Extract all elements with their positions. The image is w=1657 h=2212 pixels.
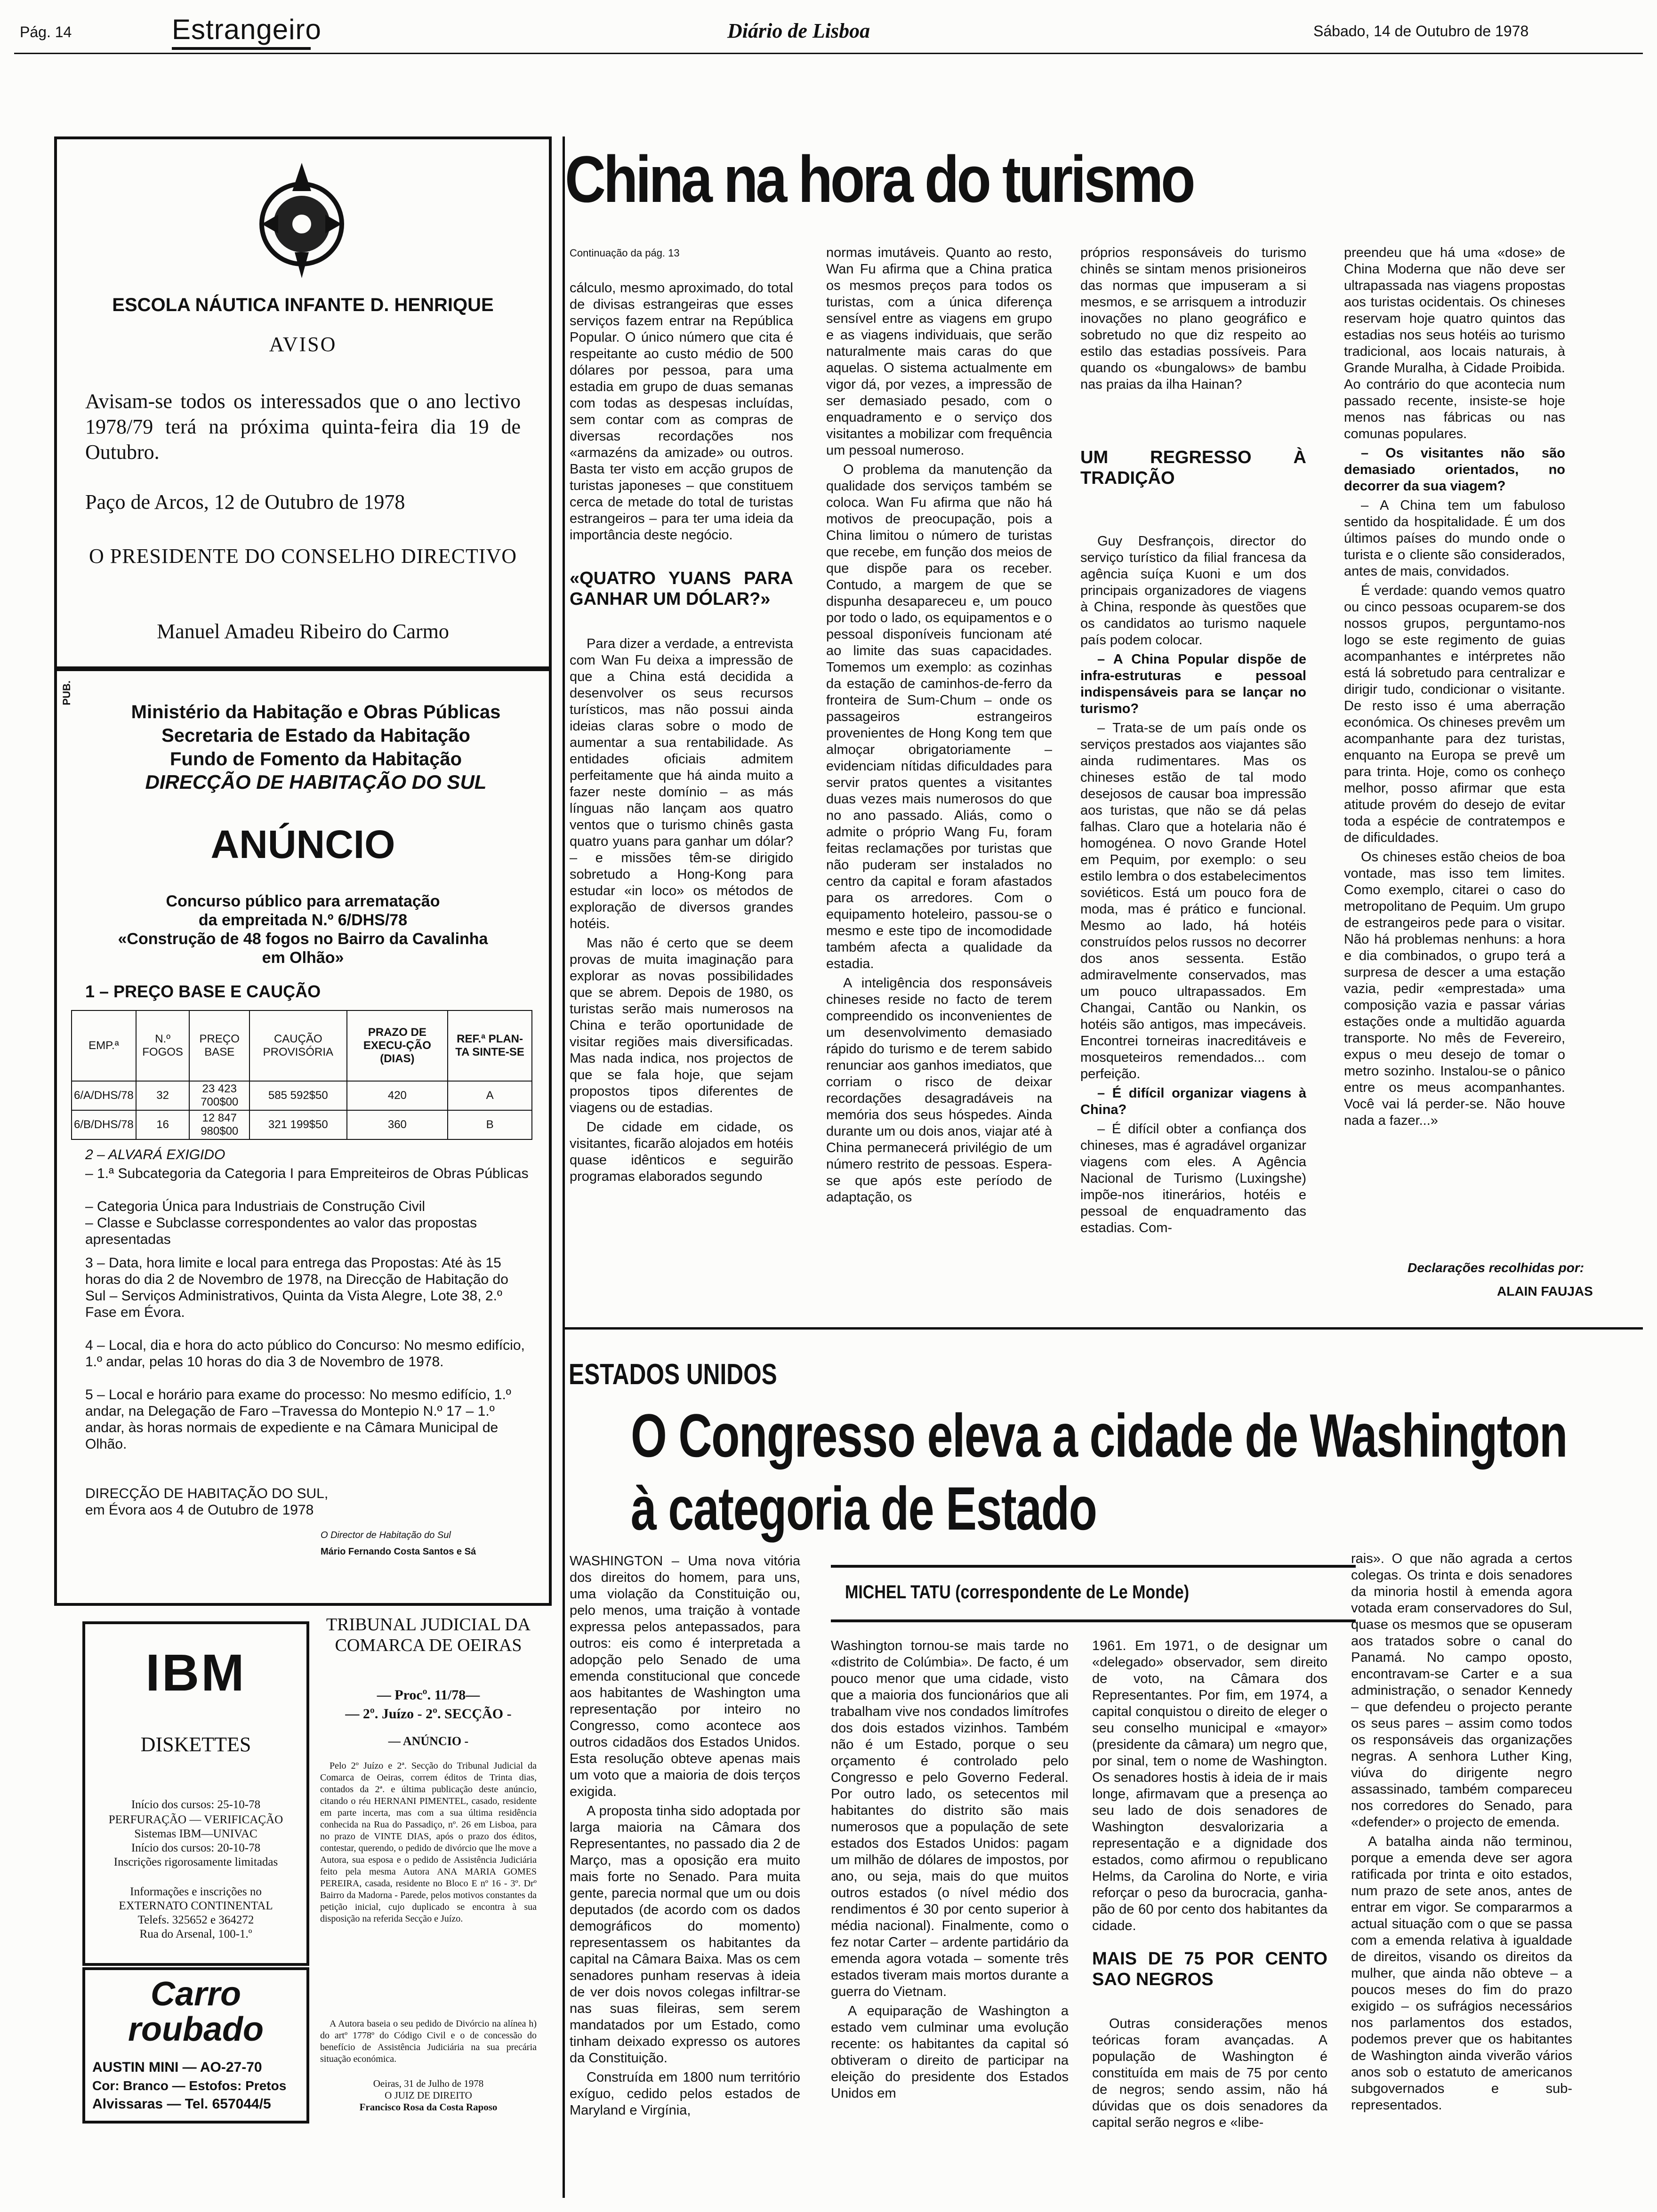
- paragraph: Outras considerações menos teóricas foram avançadas. A população de Washington é constituída em mais de 75 por cento de negros; sendo assim, não há dúvidas que os dois senadores da capital serão negros e «libe-: [1092, 2016, 1327, 2130]
- paragraph: A proposta tinha sido adoptada por larga maioria na Câmara dos Representantes, no passado dia 2 de Março, mas a oposição era muito mais forte no Senado. Para muita gente, parecia normal que um ou dois deputados (de acordo com os dados demográficos do momento) representassem os habitantes da capital na Câmara Baixa. Mas os cem senadores punham reservas à ideia de ver dois novos colegas infiltrar-se nas suas fileiras, sem serem mandatados por um Estado, como tinham deixado expresso os autores da Constituição.: [570, 1803, 800, 2066]
- paragraph: WASHINGTON – Uma nova vitória dos direitos do homem, para uns, uma violação da Constituição ou, pelo menos, uma traição à vontade expressa pelos antepassados, para outros: eis como é interpretada a adopção pelo Senado de uma emenda constitucional que concede aos habitantes de Washington uma representação por inteiro no Congresso, como acontece aos outros cidadãos dos Estados Unidos. Esta resolução obteve apenas mais um voto que a maioria de dois terços exigida.: [570, 1554, 800, 1799]
- habitacao-sig2: Mário Fernando Costa Santos e Sá: [321, 1547, 476, 1557]
- paragraph: preendeu que há uma «dose» de China Moderna que não deve ser ultrapassada nas viagens propostas aos turistas ocidentais. Os chineses reservam hoje quatro quintos das estadias nos seus hotéis ao turismo tradicional, aos locais naturais, à Grande Muralha, à Cidade Proibida. Ao contrário do que acontecia num passado recente, insiste-se hoje menos nas fábricas ou nas comunas populares.: [1344, 245, 1565, 441]
- secretaria: Secretaria de Estado da Habitação: [161, 725, 470, 746]
- tribunal-body2: A Autora baseia o seu pedido de Divórcio na alínea h) do artº 1778º do Código Civil e o de concessão do benefício de Assistência Judiciária na sua precária situação económica.: [320, 2019, 537, 2064]
- item-4: 4 – Local, dia e hora do acto público do Concurso: No mesmo edifício, 1.º andar, pelas 10 horas do dia 3 de Novembro de 1978.: [85, 1338, 525, 1370]
- china-column-3: [1080, 245, 1306, 1261]
- table-header-cell: EMP.ª: [72, 1010, 136, 1081]
- ibm-line: PERFURAÇÃO — VERIFICAÇÃO: [108, 1813, 283, 1826]
- ibm-line: Informações e inscrições no: [130, 1885, 262, 1898]
- table-header-cell: N.º FOGOS: [136, 1010, 190, 1081]
- china-column-1: [570, 245, 793, 1261]
- escola-nautica-ad: [54, 136, 552, 669]
- table-row: [72, 1110, 532, 1139]
- carro-title1: Carro: [150, 1975, 241, 2013]
- tribunal-date: Oeiras, 31 de Julho de 1978: [373, 2078, 484, 2089]
- table-header-cell: PREÇO BASE: [189, 1010, 249, 1081]
- preco-title: 1 – PREÇO BASE E CAUÇÃO: [85, 982, 321, 1001]
- table-cell: 23 423 700$00: [189, 1081, 249, 1110]
- table-header-cell: PRAZO DE EXECU-ÇÃO (DIAS): [347, 1010, 448, 1081]
- question: – É difícil organizar viagens à China?: [1080, 1086, 1306, 1117]
- paragraph: De cidade em cidade, os visitantes, ficarão alojados em hotéis quase idênticos e seguirão programas elaborados segundo: [570, 1120, 793, 1184]
- paragraph: – É difícil obter a confiança dos chineses, mas é agradável organizar viagens com eles. A Agência Nacional de Turismo (Luxingshe) impõe-nos itinerários, hotéis e pessoal de enquadramento das estadias. Com-: [1080, 1122, 1306, 1235]
- concurso-line4: em Olhão»: [262, 949, 344, 967]
- header-rule: [14, 53, 1643, 54]
- column-rule: [563, 136, 565, 2198]
- paragraph: A batalha ainda não terminou, porque a emenda deve ser agora ratificada por trinta e oito estados, num prazo de sete anos, antes de entrar em vigor. Se compararmos a actual situação com o que se passa com a emenda relativa à igualdade de direitos, visando os direitos da mulher, que ainda não obteve – a poucos meses do fim do prazo exigido – os sufrágios necessários nos parlamentos dos estados, podemos prever que os habitantes de Washington ainda viverão vários anos sob o estatuto de americanos subgovernados e sub-representados.: [1351, 1834, 1572, 2113]
- paragraph: Mas não é certo que se deem provas de muita imaginação para explorar as novas possibilidades que se abrem. Depois de 1980, os turistas serão mais numerosos na China e terão oportunidade de visitar regiões mais diversificadas. Mas nada indica, nos projectos de que se fala hoje, que sejam propostos tipos diferentes de viagens ou de estadias.: [570, 936, 793, 1115]
- eua-column-1: [570, 1553, 800, 2203]
- tribunal-juizo: — 2º. Juízo - 2º. SECÇÃO -: [345, 1706, 512, 1722]
- paragraph: Washington tornou-se mais tarde no «distrito de Colúmbia». De facto, é um pouco menor que uma cidade, visto que a maioria dos funcionários que ali trabalham vive nos condados limítrofes dos dois estados vizinhos. Também não é um Estado, porque o seu orçamento é controlado pelo Congresso e pelo Governo Federal. Por outro lado, os setecentos mil habitantes do distrito são mais numerosos que a população de sete estados dos Estados Unidos: pagam um milhão de dólares de impostos, por ano, ou seja, mais do que muitos outros estados (o nível médio dos rendimentos é 30 por cento superior à média nacional). Finalmente, como o fez notar Carter – ardente partidário da emenda agora votada – somente três estados tiveram mais mortos durante a guerra do Vietnam.: [831, 1638, 1069, 1999]
- paragraph: O problema da manutenção da qualidade dos serviços também se coloca. Wan Fu afirma que não há motivos de preocupação, pois a China limitou o número de turistas que recebe, em função dos meios de que dispõe para os receber. Contudo, a margem de que se dispunha desapareceu e, um pouco por todo o lado, os equipamentos e o pessoal disponíveis funcionam até ao limite das suas capacidades. Tomemos um exemplo: as cozinhas da estação de caminhos-de-ferro da fronteira de Sum-Chum – onde os passageiros estrangeiros provenientes de Hong Kong tem que almoçar obrigatoriamente – evidenciam nítidas dificuldades para servir pratos quentes a visitantes duas vezes mais numerosos do que no ano passado. Aliás, como o admite o próprio Wang Fu, foram feitas reclamações por turistas que não puderam ser instalados no centro da capital e foram afastados para os arredores. Com o equipamento hoteleiro, passou-se o mesmo e este tipo de incomodidade também afecta a qualidade da estadia.: [826, 462, 1052, 971]
- ministerio: Ministério da Habitação e Obras Públicas: [131, 702, 501, 722]
- tribunal-sig1: O JUIZ DE DIREITO: [385, 2090, 472, 2101]
- paragraph: normas imutáveis. Quanto ao resto, Wan Fu afirma que a China pratica os mesmos preços para todos os turistas, com a única diferença sensível entre as viagens em grupo e as viagens individuais, que serão naturalmente mais caras do que aquelas. O sistema actualmente em vigor dá, por vezes, a impressão de ser demasiado pesado, com o enquadramento e o serviço dos visitantes a mobilizar com frequência um pessoal numeroso.: [826, 245, 1052, 458]
- alvara-item: – Classe e Subclasse correspondentes ao valor das propostas apresentadas: [85, 1215, 477, 1247]
- escola-name: ESCOLA NÁUTICA INFANTE D. HENRIQUE: [112, 295, 494, 315]
- table-cell: 6/B/DHS/78: [72, 1110, 136, 1139]
- table-cell: 585 592$50: [249, 1081, 347, 1110]
- tribunal-anuncio: — ANÚNCIO -: [388, 1734, 469, 1748]
- question: – Os visitantes não são demasiado orientados, no decorrer da sua viagem?: [1344, 446, 1565, 494]
- concurso-line1: Concurso público para arrematação: [166, 892, 440, 910]
- paragraph: A equiparação de Washington a estado vem culminar uma evolução recente: os habitantes da capital só obtiveram o direito de participar na eleição do presidente dos Estados Unidos em: [831, 2004, 1069, 2101]
- eua-byline-box: [831, 1565, 1356, 1622]
- ibm-line: Inscrições rigorosamente limitadas: [113, 1856, 278, 1868]
- habitacao-ad: [54, 668, 552, 1606]
- china-byline-label: Declarações recolhidas por:: [1408, 1260, 1585, 1275]
- carro-line: AUSTIN MINI — AO-27-70: [92, 2060, 262, 2075]
- eua-headline-2: à categoria de Estado: [631, 1474, 1097, 1543]
- table-cell: 16: [136, 1110, 190, 1139]
- ibm-line: Telefs. 325652 e 364272: [137, 1914, 254, 1926]
- pub-tag: PUB.: [61, 681, 72, 705]
- item-3: 3 – Data, hora limite e local para entrega das Propostas: Até às 15 horas do dia 2 de Novembro de 1978, na Direcção de Habitação do Sul – Serviços Administrativos, Quinta da Vista Alegre, Lote 38, 2.º Fase em Évora.: [85, 1255, 508, 1320]
- china-column-2: [826, 245, 1052, 1261]
- china-continuation: Continuação da pág. 13: [570, 247, 680, 259]
- table-row: [72, 1081, 532, 1110]
- paragraph: próprios responsáveis do turismo chinês se sintam menos prisioneiros das normas que impuseram a si mesmos, e se arrisquem a introduzir inovações no plano geográfico e sobretudo no que diz respeito ao estilo das estadias possíveis. Para quando os «bungalows» de bambu nas praias da ilha Hainan?: [1080, 245, 1306, 392]
- escola-signature-name: Manuel Amadeu Ribeiro do Carmo: [157, 620, 449, 643]
- carro-ad: [82, 1967, 309, 2124]
- ibm-logo: IBM: [145, 1644, 246, 1702]
- china-subhead-1: «QUATRO YUANS PARA GANHAR UM DÓLAR?»: [570, 569, 793, 609]
- ibm-line: Início dos cursos: 25-10-78: [131, 1798, 261, 1811]
- paragraph: cálculo, mesmo aproximado, do total de divisas estrangeiras que esses serviços fazem entrar na República Popular. O único número que cita é respeitante ao custo médio de 500 dólares por pessoa, para uma estadia em grupo de duas semanas com todas as despesas incluídas, sem contar com as compras de diversas recordações nos «armazéns da amizade» ou outros. Basta ter visto em acção grupos de turistas japoneses – que constituem cerca de metade do total de turistas estrangeiros – para ter uma ideia da importância deste negócio.: [570, 281, 793, 543]
- table-cell: 12 847 980$00: [189, 1110, 249, 1139]
- concurso-line2: da empreitada N.º 6/DHS/78: [198, 911, 408, 929]
- issue-date: Sábado, 14 de Outubro de 1978: [1313, 23, 1529, 40]
- china-headline: China na hora do turismo: [565, 142, 1193, 216]
- table-cell: B: [448, 1110, 532, 1139]
- table-cell: 6/A/DHS/78: [72, 1081, 136, 1110]
- question: – A China Popular dispõe de infra-estruturas e pessoal indispensáveis para se lançar no turismo?: [1080, 652, 1306, 716]
- tribunal-body: Pelo 2º Juízo e 2ª. Secção do Tribunal Judicial da Comarca de Oeiras, correm éditos de Trinta dias, contados da 2ª. e última publicação deste anúncio, citando o réu HERNANI PIMENTEL, casado, residente em parte incerta, mas com a sua última residência conhecida na Rua do Passadiço, nº. 26 em Lisboa, para no prazo de VINTE DIAS, após o prazo dos éditos, contestar, querendo, o pedido de divórcio que lhe move a Autora, sua esposa e o pedido de Assistência Judiciária feito pela mesma Autora ANA MARIA GOMES PEREIRA, casada, residente no Bloco E nº 16 - 3º. Drº Bairro da Madorna - Parede, pelos motivos constantes da petição inicial, cujo duplicado se encontra à sua disposição na referida Secção e Juízo.: [320, 1761, 537, 1924]
- escola-signature-title: O PRESIDENTE DO CONSELHO DIRECTIVO: [88, 545, 517, 568]
- paragraph: A inteligência dos responsáveis chineses reside no facto de terem compreendido os inconvenientes de um desenvolvimento demasiado rápido do turismo e de terem sabido renunciar aos ganhos imediatos, que corriam o risco de deixar recordações desagradáveis na memória dos seus hóspedes. Ainda durante um ou dois anos, viajar até à China permanecerá privilégio de um número restrito de pessoas. Espera-se que após este período de adaptação, os: [826, 976, 1052, 1205]
- carro-line: Alvissaras — Tel. 657044/5: [92, 2096, 271, 2112]
- section-title: Estrangeiro: [172, 14, 322, 45]
- escola-place-date: Paço de Arcos, 12 de Outubro de 1978: [85, 490, 405, 513]
- china-column-4: [1344, 245, 1565, 1261]
- habitacao-sig1: O Director de Habitação do Sul: [321, 1530, 451, 1540]
- escola-emblem-icon: [241, 158, 363, 281]
- paragraph: – A China tem um fabuloso sentido da hospitalidade. É um dos últimos países do mundo onde o turista e o cliente são considerados, antes de mais, convidados.: [1344, 498, 1565, 579]
- paragraph: Os chineses estão cheios de boa vontade, mas isso tem limites. Como exemplo, citarei o caso do metropolitano de Pequim. Um grupo de estrangeiros pede para o visitar. Não há problemas nenhuns: a hora e dia combinados, o grupo terá a surpresa de descer a uma estação vazia, pedir «emprestada» uma composição vazia e passar várias estações onde a multidão aguarda transporte. No mês de Fevereiro, expus o meu desejo de tomar o metro sozinho. Instalou-se o pânico entre os meus acompanhantes. Você vai lá perder-se. Não houve nada a fazer...»: [1344, 850, 1565, 1128]
- eua-byline: MICHEL TATU (correspondente de Le Monde): [845, 1582, 1190, 1603]
- ibm-line: EXTERNATO CONTINENTAL: [119, 1899, 273, 1912]
- alvara-title: 2 – ALVARÁ EXIGIDO: [85, 1147, 225, 1162]
- table-header-row: [72, 1010, 532, 1081]
- tribunal-sig2: Francisco Rosa da Costa Raposo: [359, 2101, 498, 2113]
- anuncio-title: ANÚNCIO: [210, 822, 395, 866]
- table-cell: 360: [347, 1110, 448, 1139]
- carro-title2: roubado: [128, 2011, 264, 2048]
- tribunal-notice: [315, 1614, 541, 2123]
- ibm-line: Início dos cursos: 20-10-78: [131, 1842, 261, 1854]
- eua-headline-1: O Congresso eleva a cidade de Washington: [631, 1401, 1567, 1470]
- table-cell: 420: [347, 1081, 448, 1110]
- paragraph: 1961. Em 1971, o de designar um «delegado» observador, sem direito de voto, na Câmara dos Representantes. Por fim, em 1974, a capital conquistou o direito de eleger o seu conselho municipal e «mayor» (presidente da câmara) um negro que, por sinal, tem o nome de Washington. Os senadores hostis à ideia de ir mais longe, afirmavam que a presença ao seu lado de dois senadores de Washington desvalorizaria a representação e a dignidade dos estados, como afirmou o republicano Helms, da Carolina do Norte, e viria reforçar o peso da burocracia, ganha-pão de 60 por cento dos habitantes da cidade.: [1092, 1638, 1327, 1933]
- paragraph: Guy Desfrançois, director do serviço turístico da filial francesa da agência suíça Kuoni e um dos principais organizadores de viagens à China, responde às questões que os candidatos ao turismo naquele país podem colocar.: [1080, 534, 1306, 648]
- concurso-line3: «Construção de 48 fogos no Bairro da Cavalinha: [118, 930, 488, 948]
- paragraph: rais». O que não agrada a certos colegas. Os trinta e dois senadores da minoria hostil à emenda agora votada eram conservadores do Sul, quase os mesmos que se opuseram aos tratados sobre o canal do Panamá. No campo oposto, encontravam-se Carter e a sua administração, o senador Kennedy – que defendeu o projecto perante os seus pares – assim como todos os responsáveis das organizações negras. A senhora Luther King, viúva do dirigente negro assassinado, também compareceu nos corredores do Senado, para «defender» o projecto de emenda.: [1351, 1551, 1572, 1830]
- table-cell: A: [448, 1081, 532, 1110]
- table-header-cell: CAUÇÃO PROVISÓRIA: [249, 1010, 347, 1081]
- paragraph: – Trata-se de um país onde os serviços prestados aos viajantes são ainda rudimentares. Mas os chineses estão de tal modo desejosos de causar boa impressão aos turistas, que não se dá pelas falhas. Claro que a hotelaria não é homogénea. O novo Grande Hotel em Pequim, por exemplo: o seu estilo lembra o dos estabelecimentos soviéticos. Está um pouco fora de moda, mas é prático e funcional. Mesmo ao lado, há hotéis construídos pelos russos no decorrer dos anos sessenta. Estão admiravelmente conservados, mas um pouco ultrapassados. Em Changai, Cantão ou Nankin, os hotéis são antigos, mas impecáveis. Encontrei torneiras inacreditáveis e mosqueteiros remendados... com perfeição.: [1080, 721, 1306, 1082]
- alvara-item: – 1.ª Subcategoria da Categoria I para Empreiteiros de Obras Públicas: [85, 1166, 529, 1181]
- direccao: DIRECÇÃO DE HABITAÇÃO DO SUL: [145, 771, 487, 793]
- ibm-ad: [82, 1621, 309, 1966]
- paragraph: É verdade: quando vemos quatro ou cinco pessoas ocuparem-se dos nossos grupos, perguntamo-nos logo se este regimento de guias acompanhantes e intérpretes não está lá sobretudo para centralizar e dirigir tudo, condicionar o visitante. De resto isso é uma aberração económica. Os chineses prevêm um acompanhante para dez turistas, enquanto na Europa se prevê um para trinta. Hoje, como os conheço melhor, posso afirmar que esta atitude provém do desejo de evitar toda a espécie de contratempos e de dificuldades.: [1344, 583, 1565, 845]
- fundo: Fundo de Fomento da Habitação: [169, 749, 462, 769]
- eua-column-4: [1351, 1551, 1572, 2203]
- habitacao-footer1: DIRECÇÃO DE HABITAÇÃO DO SUL,: [85, 1486, 329, 1501]
- eua-subhead: MAIS DE 75 POR CENTO SAO NEGROS: [1092, 1949, 1327, 1989]
- masthead: Diário de Lisboa: [727, 19, 870, 42]
- preco-table: [71, 1010, 532, 1140]
- paragraph: Construída em 1800 num território exíguo, cedido pelos estados de Maryland e Virgínia,: [570, 2070, 800, 2118]
- page-number: Pág. 14: [20, 24, 72, 40]
- tribunal-title: TRIBUNAL JUDICIAL DA COMARCA DE OEIRAS: [326, 1615, 531, 1655]
- escola-aviso: AVISO: [269, 333, 337, 356]
- habitacao-footer2: em Évora aos 4 de Outubro de 1978: [85, 1502, 314, 1518]
- china-byline-name: ALAIN FAUJAS: [1497, 1284, 1593, 1298]
- ibm-line: Sistemas IBM—UNIVAC: [134, 1827, 257, 1840]
- ibm-title: DISKETTES: [140, 1733, 251, 1756]
- china-subhead-2: UM REGRESSO À TRADIÇÃO: [1080, 448, 1306, 488]
- eua-column-3: [1092, 1638, 1327, 2203]
- escola-body: Avisam-se todos os interessados que o ano lectivo 1978/79 terá na próxima quinta-feira dia 19 de Outubro.: [85, 390, 521, 464]
- table-cell: 32: [136, 1081, 190, 1110]
- section-rule: [565, 1327, 1643, 1330]
- eua-column-2: [831, 1638, 1069, 2203]
- paragraph: Para dizer a verdade, a entrevista com Wan Fu deixa a impressão de que a China está decidida a desenvolver os seus recursos turísticos, mas não possui ainda ideias claras sobre o modo de aumentar a sua rentabilidade. As entidades oficiais admitem perfeitamente que há ainda muito a fazer neste domínio – as más línguas não lançam aos quatro ventos que o turismo chinês gasta quatro yuans para ganhar um dólar? – e missões têm-se dirigido sobretudo a Hong-Kong para estudar «in loco» os métodos de exploração de diversos grandes hotéis.: [570, 636, 793, 931]
- eua-kicker: ESTADOS UNIDOS: [569, 1358, 777, 1391]
- table-header-cell: REF.ª PLAN-TA SINTE-SE: [448, 1010, 532, 1081]
- table-cell: 321 199$50: [249, 1110, 347, 1139]
- tribunal-proc: — Procº. 11/78—: [377, 1687, 480, 1703]
- ibm-line: Rua do Arsenal, 100-1.º: [139, 1928, 252, 1940]
- section-underline: [172, 47, 311, 50]
- alvara-item: – Categoria Única para Industriais de Construção Civil: [85, 1199, 426, 1214]
- item-5: 5 – Local e horário para exame do processo: No mesmo edifício, 1.º andar, na Delegação de Faro –Travessa do Montepio N.º 17 – 1.º andar, às horas normais de expediente e na Câmara Municipal de Olhão.: [85, 1387, 511, 1452]
- carro-line: Cor: Branco — Estofos: Pretos: [92, 2078, 287, 2093]
